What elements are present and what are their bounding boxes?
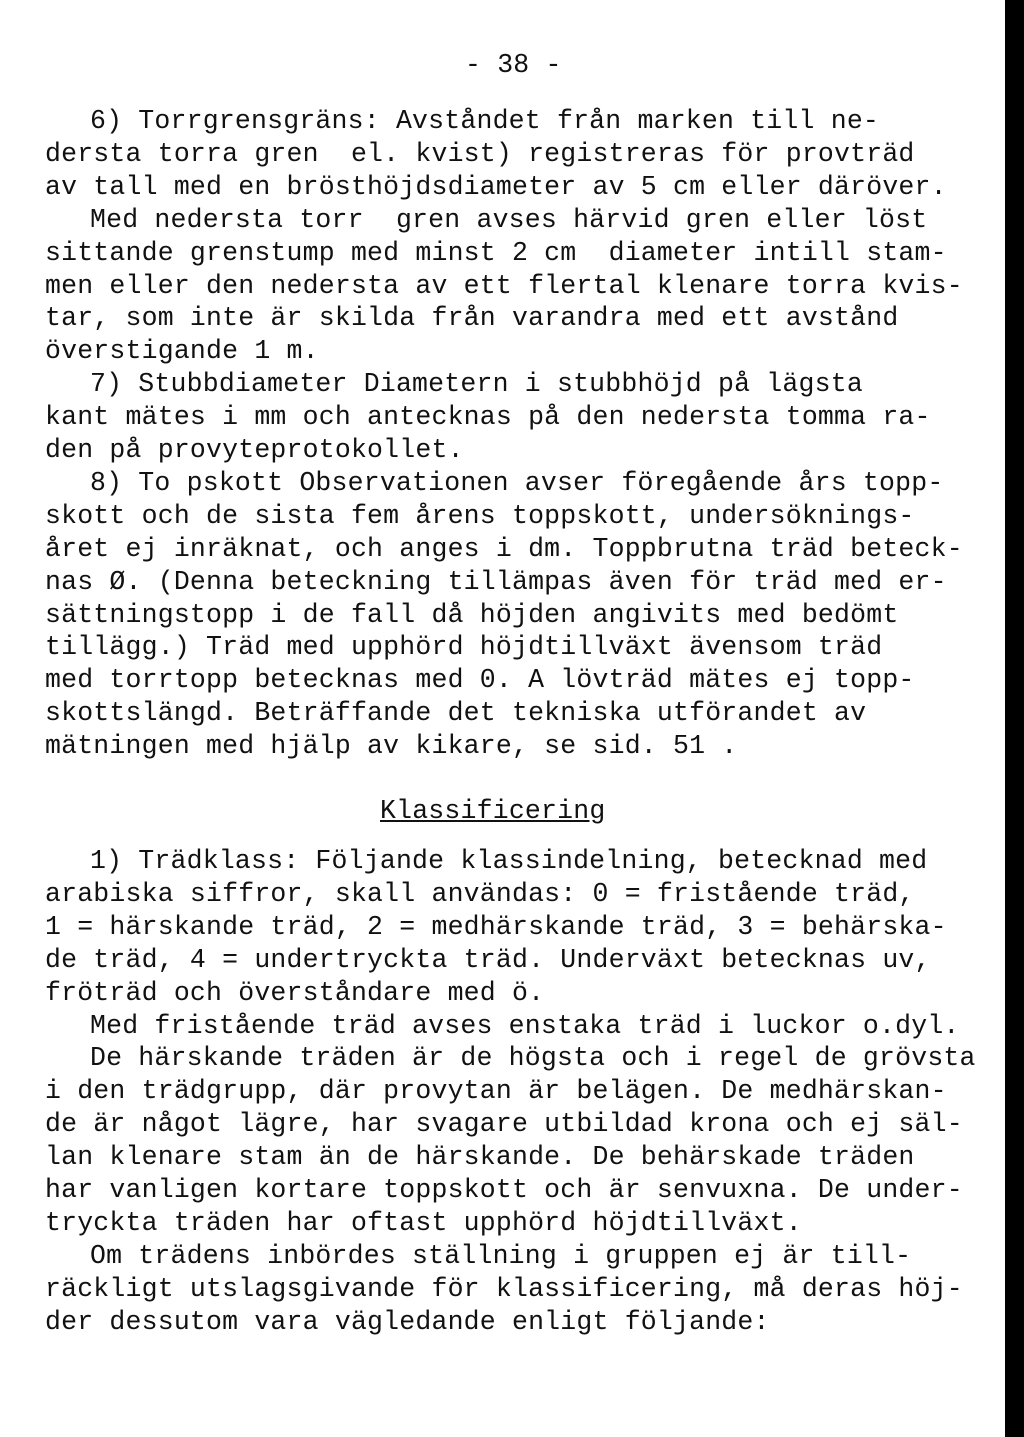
text-line: Om trädens inbördes ställning i gruppen ej är till- bbox=[90, 1240, 912, 1271]
text-line: med torrtopp betecknas med 0. A lövträd mätes ej topp- bbox=[45, 665, 915, 696]
text-line: 7) Stubbdiameter Diametern i stubbhöjd på lägsta bbox=[90, 369, 863, 400]
text-line: fröträd och överståndare med ö. bbox=[45, 977, 545, 1008]
text-line: året ej inräknat, och anges i dm. Toppbrutna träd beteck- bbox=[45, 533, 963, 564]
text-line: mätningen med hjälp av kikare, se sid. 51 . bbox=[45, 731, 738, 762]
text-line: av tall med en brösthöjdsdiameter av 5 cm eller däröver. bbox=[45, 171, 947, 202]
text-line: tar, som inte är skilda från varandra med ett avstånd bbox=[45, 303, 899, 334]
text-line: den på provyteprotokollet. bbox=[45, 435, 464, 465]
text-line: lan klenare stam än de härskande. De behärskade träden bbox=[45, 1142, 915, 1173]
text-line: arabiska siffror, skall användas: 0 = fristående träd, bbox=[45, 878, 915, 909]
text-line: nas Ø. (Denna beteckning tillämpas även för träd med er- bbox=[45, 566, 947, 597]
text-line: Med fristående träd avses enstaka träd i luckor o.dyl. bbox=[90, 1010, 960, 1041]
text-line: skottslängd. Beträffande det tekniska utförandet av bbox=[45, 698, 867, 729]
text-line: men eller den nedersta av ett flertal klenare torra kvis- bbox=[45, 270, 963, 301]
text-line: De härskande träden är de högsta och i regel de grövsta bbox=[90, 1043, 976, 1074]
text-line: 8) To pskott Observationen avser föregående års topp- bbox=[90, 467, 944, 498]
text-line: sättningstopp i de fall då höjden angivits med bedömt bbox=[45, 599, 899, 630]
text-line: 6) Torrgrensgräns: Avståndet från marken till ne- bbox=[90, 106, 880, 136]
text-line: tillägg.) Träd med upphörd höjdtillväxt ävensom träd bbox=[45, 632, 883, 663]
text-line: överstigande 1 m. bbox=[45, 336, 319, 367]
text-line: har vanligen kortare toppskott och är senvuxna. De under- bbox=[45, 1175, 963, 1205]
text-line: dersta torra gren el. kvist) registreras för provträd bbox=[45, 138, 915, 169]
text-line: der dessutom vara vägledande enligt följande: bbox=[45, 1306, 770, 1337]
text-line: tryckta träden har oftast upphörd höjdtillväxt. bbox=[45, 1207, 802, 1238]
page-number: - 38 - bbox=[465, 50, 562, 80]
text-line: sittande grenstump med minst 2 cm diameter intill stam- bbox=[45, 237, 947, 268]
text-line: de är något lägre, har svagare utbildad krona och ej säl- bbox=[45, 1109, 963, 1140]
text-line: skott och de sista fem årens toppskott, undersöknings- bbox=[45, 500, 915, 531]
text-line: 1) Trädklass: Följande klassindelning, betecknad med bbox=[90, 846, 928, 876]
text-line: i den trädgrupp, där provytan är belägen. De medhärskan- bbox=[45, 1076, 947, 1107]
text-line: räckligt utslagsgivande för klassificering, må deras höj- bbox=[45, 1273, 963, 1304]
text-line: kant mätes i mm och antecknas på den nedersta tomma ra- bbox=[45, 402, 931, 433]
text-line: 1 = härskande träd, 2 = medhärskande träd, 3 = behärska- bbox=[45, 911, 947, 942]
scan-edge bbox=[1005, 0, 1024, 1437]
section-heading: Klassificering bbox=[380, 796, 606, 826]
text-line: Med nedersta torr gren avses härvid gren eller löst bbox=[90, 204, 928, 235]
text-line: de träd, 4 = undertryckta träd. Underväxt betecknas uv, bbox=[45, 944, 931, 975]
